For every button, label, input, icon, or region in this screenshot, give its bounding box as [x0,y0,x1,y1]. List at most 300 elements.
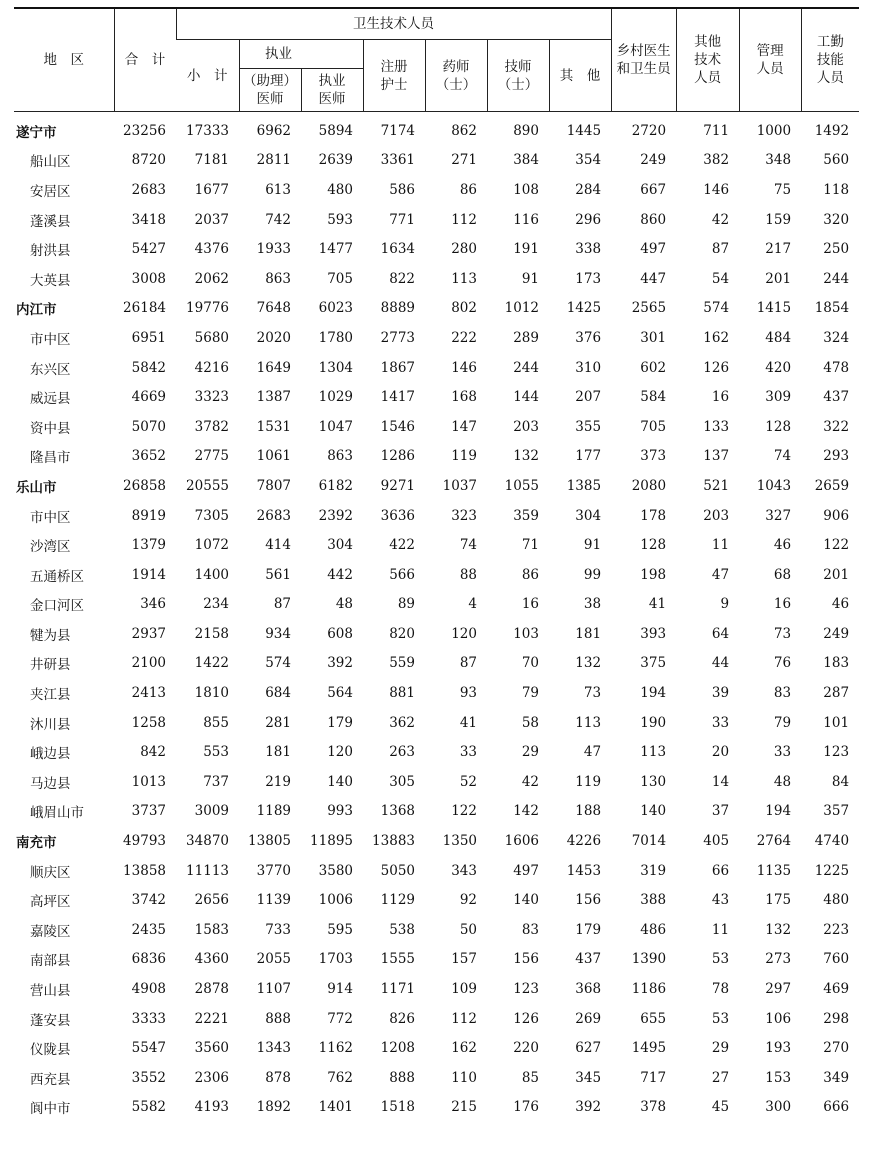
cell-value: 58 [521,714,539,731]
table-row [14,412,859,442]
cell-value: 1417 [380,389,415,406]
region-name: 隆昌市 [30,450,71,467]
table-row [14,1004,859,1034]
cell-value: 296 [575,211,602,228]
table-row [14,1093,859,1123]
cell-value: 3361 [380,152,415,169]
cell-value: 88 [459,566,477,583]
cell-value: 705 [327,270,353,287]
cell-value: 223 [823,921,850,938]
cell-value: 140 [640,803,667,820]
cell-value: 16 [521,596,539,613]
header-nurse: 注册 护士 [363,40,425,112]
cell-value: 144 [513,389,539,406]
cell-value: 52 [459,773,477,790]
cell-value: 1186 [631,981,667,998]
header-other-tech: 其他 技术 人员 [676,8,739,112]
cell-value: 3323 [194,389,229,406]
cell-value: 273 [765,951,792,968]
cell-value: 484 [765,329,792,346]
region-name: 大英县 [30,272,71,289]
cell-value: 108 [513,181,539,198]
cell-value: 349 [823,1069,850,1086]
cell-value: 1390 [631,951,667,968]
region-name: 营山县 [30,983,71,1000]
cell-value: 244 [513,359,539,376]
cell-value: 762 [327,1069,353,1086]
cell-value: 183 [823,655,850,672]
cell-value: 566 [389,566,415,583]
cell-value: 1400 [194,566,229,583]
cell-value: 23256 [123,122,166,139]
cell-value: 1072 [194,537,229,554]
cell-value: 120 [451,625,477,642]
cell-value: 112 [451,211,477,228]
cell-value: 595 [327,921,353,938]
cell-value: 79 [773,714,792,731]
cell-value: 126 [703,359,730,376]
cell-value: 327 [765,507,792,524]
cell-value: 2100 [131,655,166,672]
cell-value: 584 [640,389,667,406]
cell-value: 2435 [131,921,166,938]
region-name: 夹江县 [30,687,71,704]
cell-value: 1422 [194,655,229,672]
cell-value: 86 [459,181,477,198]
cell-value: 345 [575,1069,602,1086]
cell-value: 33 [459,744,477,761]
cell-value: 373 [640,448,667,465]
region-name: 峨眉山市 [30,805,84,822]
cell-value: 8889 [380,300,415,317]
cell-value: 249 [640,152,667,169]
cell-value: 343 [451,862,477,879]
cell-value: 1000 [756,122,792,139]
cell-value: 586 [389,181,415,198]
cell-value: 442 [327,566,353,583]
cell-value: 2775 [194,448,229,465]
cell-value: 11113 [186,862,229,879]
cell-value: 53 [711,1010,730,1027]
cell-value: 362 [389,714,415,731]
cell-value: 608 [327,625,353,642]
cell-value: 9271 [380,477,415,494]
cell-value: 122 [451,803,477,820]
cell-value: 3333 [131,1010,166,1027]
table-row [14,797,859,827]
cell-value: 26858 [123,477,166,494]
header-practicing-asst: 执业 [239,40,363,69]
cell-value: 48 [773,773,792,790]
cell-value: 1495 [631,1040,667,1057]
cell-value: 2683 [131,181,166,198]
cell-value: 5547 [131,1040,166,1057]
cell-value: 414 [265,537,291,554]
cell-value: 1162 [318,1040,353,1057]
cell-value: 53 [711,951,730,968]
table-row [14,560,859,590]
cell-value: 1006 [318,892,353,909]
cell-value: 7807 [256,477,291,494]
cell-value: 159 [765,211,792,228]
cell-value: 4226 [566,833,602,850]
cell-value: 1492 [814,122,850,139]
cell-value: 41 [648,596,667,613]
cell-value: 820 [389,625,415,642]
table-row [14,234,859,264]
table-row [14,945,859,975]
cell-value: 305 [389,773,415,790]
cell-value: 826 [389,1010,415,1027]
region-name: 峨边县 [30,746,71,763]
cell-value: 50 [459,921,477,938]
cell-value: 1401 [318,1099,353,1116]
cell-value: 1531 [256,418,291,435]
cell-value: 348 [765,152,792,169]
region-name: 南部县 [30,953,71,970]
cell-value: 855 [203,714,229,731]
cell-value: 1350 [442,833,477,850]
cell-value: 4216 [194,359,229,376]
cell-value: 2639 [318,152,353,169]
cell-value: 6182 [318,477,353,494]
cell-value: 561 [265,566,291,583]
cell-value: 346 [140,596,166,613]
table-row [14,442,859,472]
table-row-city [14,826,859,856]
cell-value: 1634 [380,241,415,258]
cell-value: 203 [513,418,539,435]
cell-value: 4360 [194,951,229,968]
cell-value: 322 [823,418,850,435]
cell-value: 249 [823,625,850,642]
cell-value: 354 [575,152,602,169]
cell-value: 319 [640,862,667,879]
cell-value: 19776 [186,300,229,317]
cell-value: 7648 [256,300,291,317]
cell-value: 3418 [131,211,166,228]
cell-value: 2656 [194,892,229,909]
cell-value: 106 [765,1010,792,1027]
cell-value: 83 [521,921,539,938]
cell-value: 9 [720,596,730,613]
cell-value: 2937 [131,625,166,642]
cell-value: 1208 [380,1040,415,1057]
region-name: 威远县 [30,391,71,408]
cell-value: 357 [823,803,850,820]
cell-value: 45 [711,1099,730,1116]
cell-value: 181 [575,625,602,642]
table-row [14,767,859,797]
cell-value: 16 [773,596,792,613]
header-practicing: 执业 医师 [301,69,363,112]
cell-value: 1055 [504,477,539,494]
cell-value: 13883 [372,833,415,850]
cell-value: 437 [575,951,602,968]
cell-value: 162 [703,329,730,346]
cell-value: 2306 [194,1069,229,1086]
cell-value: 2683 [256,507,291,524]
cell-value: 711 [703,122,730,139]
table-row [14,856,859,886]
table-row [14,353,859,383]
cell-value: 1129 [380,892,415,909]
cell-value: 1304 [318,359,353,376]
cell-value: 733 [265,921,291,938]
cell-value: 128 [640,537,667,554]
cell-value: 110 [451,1069,477,1086]
table-row [14,501,859,531]
cell-value: 201 [823,566,850,583]
cell-value: 29 [521,744,539,761]
cell-value: 1933 [256,241,291,258]
region-name: 高坪区 [30,894,71,911]
cell-value: 3770 [256,862,291,879]
cell-value: 497 [640,241,667,258]
cell-value: 137 [703,448,730,465]
cell-value: 355 [575,418,602,435]
cell-value: 3737 [131,803,166,820]
cell-value: 73 [583,685,602,702]
cell-value: 5680 [194,329,229,346]
cell-value: 559 [389,655,415,672]
cell-value: 234 [203,596,229,613]
cell-value: 310 [575,359,602,376]
cell-value: 20555 [186,477,229,494]
cell-value: 304 [575,507,602,524]
cell-value: 1037 [442,477,477,494]
cell-value: 41 [459,714,477,731]
header-pharmacist: 药师 （士） [425,40,487,112]
cell-value: 934 [265,625,291,642]
cell-value: 382 [703,152,730,169]
cell-value: 130 [640,773,667,790]
region-name: 乐山市 [16,479,57,496]
cell-value: 3652 [131,448,166,465]
cell-value: 1914 [131,566,166,583]
cell-value: 68 [773,566,792,583]
cell-value: 422 [389,537,415,554]
cell-value: 74 [459,537,477,554]
cell-value: 860 [640,211,667,228]
cell-value: 74 [773,448,792,465]
cell-value: 157 [451,951,477,968]
cell-value: 173 [575,270,602,287]
region-name: 安居区 [30,183,71,200]
cell-value: 2413 [131,685,166,702]
cell-value: 3560 [194,1040,229,1057]
cell-value: 1189 [256,803,291,820]
cell-value: 1379 [131,537,166,554]
cell-value: 47 [583,744,602,761]
cell-value: 890 [513,122,539,139]
cell-value: 103 [513,625,539,642]
header-other: 其 他 [549,40,611,112]
cell-value: 263 [389,744,415,761]
cell-value: 384 [513,152,539,169]
cell-value: 1546 [380,418,415,435]
cell-value: 1425 [566,300,602,317]
cell-value: 42 [711,211,730,228]
cell-value: 126 [513,1010,539,1027]
cell-value: 219 [265,773,291,790]
cell-value: 7174 [380,122,415,139]
cell-value: 179 [575,921,602,938]
cell-value: 91 [583,537,602,554]
cell-value: 655 [640,1010,667,1027]
cell-value: 1453 [566,862,602,879]
cell-value: 269 [575,1010,602,1027]
cell-value: 70 [521,655,539,672]
cell-value: 11 [711,921,730,938]
cell-value: 79 [521,685,539,702]
cell-value: 338 [575,241,602,258]
cell-value: 553 [203,744,229,761]
cell-value: 560 [823,152,850,169]
cell-value: 376 [575,329,602,346]
cell-value: 4 [468,596,477,613]
region-name: 蓬安县 [30,1012,71,1029]
cell-value: 220 [513,1040,539,1057]
cell-value: 119 [451,448,477,465]
cell-value: 203 [703,507,730,524]
cell-value: 179 [327,714,353,731]
cell-value: 181 [265,744,291,761]
cell-value: 480 [327,181,353,198]
cell-value: 881 [389,685,415,702]
cell-value: 1225 [814,862,850,879]
table-row [14,175,859,205]
region-name: 沙湾区 [30,539,71,556]
region-name: 船山区 [30,154,71,171]
cell-value: 271 [451,152,477,169]
cell-value: 188 [575,803,602,820]
region-name: 东兴区 [30,361,71,378]
cell-value: 1854 [814,300,850,317]
table-row [14,1063,859,1093]
header-management: 管理 人员 [739,8,801,112]
table-row [14,737,859,767]
cell-value: 2392 [318,507,353,524]
cell-value: 113 [640,744,667,761]
cell-value: 84 [831,773,850,790]
cell-value: 521 [703,477,730,494]
cell-value: 177 [575,448,602,465]
cell-value: 6962 [256,122,291,139]
cell-value: 1867 [380,359,415,376]
cell-value: 480 [823,892,850,909]
cell-value: 388 [640,892,667,909]
cell-value: 119 [575,773,602,790]
region-name: 井研县 [30,657,71,674]
cell-value: 1385 [566,477,602,494]
cell-value: 39 [711,685,730,702]
cell-value: 914 [327,981,353,998]
region-name: 蓬溪县 [30,213,71,230]
cell-value: 244 [823,270,850,287]
cell-value: 2565 [631,300,667,317]
cell-value: 323 [451,507,477,524]
cell-value: 4376 [194,241,229,258]
table-row [14,264,859,294]
cell-value: 742 [265,211,291,228]
cell-value: 120 [327,744,353,761]
cell-value: 1012 [504,300,539,317]
cell-value: 6836 [131,951,166,968]
cell-value: 437 [823,389,850,406]
table-row-city [14,294,859,324]
table-row [14,323,859,353]
cell-value: 175 [765,892,792,909]
table-row [14,885,859,915]
cell-value: 13805 [248,833,291,850]
header-region: 地 区 [14,8,114,112]
cell-value: 2055 [256,951,291,968]
cell-value: 270 [823,1040,850,1057]
cell-value: 3636 [380,507,415,524]
cell-value: 1677 [194,181,229,198]
cell-value: 43 [711,892,730,909]
cell-value: 5582 [131,1099,166,1116]
cell-value: 1258 [131,714,166,731]
cell-value: 29 [711,1040,730,1057]
region-name: 西充县 [30,1071,71,1088]
cell-value: 1649 [256,359,291,376]
cell-value: 1013 [131,773,166,790]
table-header [14,8,859,112]
cell-value: 191 [513,241,539,258]
cell-value: 194 [765,803,792,820]
cell-value: 5427 [131,241,166,258]
header-skilled-workers: 工勤 技能 人员 [801,8,859,112]
cell-value: 802 [451,300,477,317]
cell-value: 153 [765,1069,792,1086]
region-name: 阆中市 [30,1101,71,1118]
cell-value: 3782 [194,418,229,435]
cell-value: 87 [273,596,291,613]
cell-value: 906 [823,507,850,524]
cell-value: 156 [513,951,539,968]
cell-value: 2659 [814,477,850,494]
cell-value: 132 [575,655,602,672]
cell-value: 1171 [380,981,415,998]
table-row [14,1033,859,1063]
cell-value: 76 [773,655,792,672]
cell-value: 123 [513,981,539,998]
cell-value: 593 [327,211,353,228]
cell-value: 320 [823,211,850,228]
region-name: 市中区 [30,509,71,526]
cell-value: 128 [765,418,792,435]
cell-value: 64 [711,625,730,642]
table-row [14,619,859,649]
cell-value: 7181 [194,152,229,169]
cell-value: 16 [711,389,730,406]
cell-value: 4669 [131,389,166,406]
cell-value: 281 [265,714,291,731]
cell-value: 54 [711,270,730,287]
cell-value: 109 [451,981,477,998]
cell-value: 93 [459,685,477,702]
cell-value: 627 [575,1040,602,1057]
cell-value: 705 [640,418,667,435]
cell-value: 6023 [318,300,353,317]
cell-value: 2773 [380,329,415,346]
cell-value: 574 [703,300,730,317]
table-row [14,649,859,679]
cell-value: 1135 [756,862,792,879]
cell-value: 3742 [131,892,166,909]
